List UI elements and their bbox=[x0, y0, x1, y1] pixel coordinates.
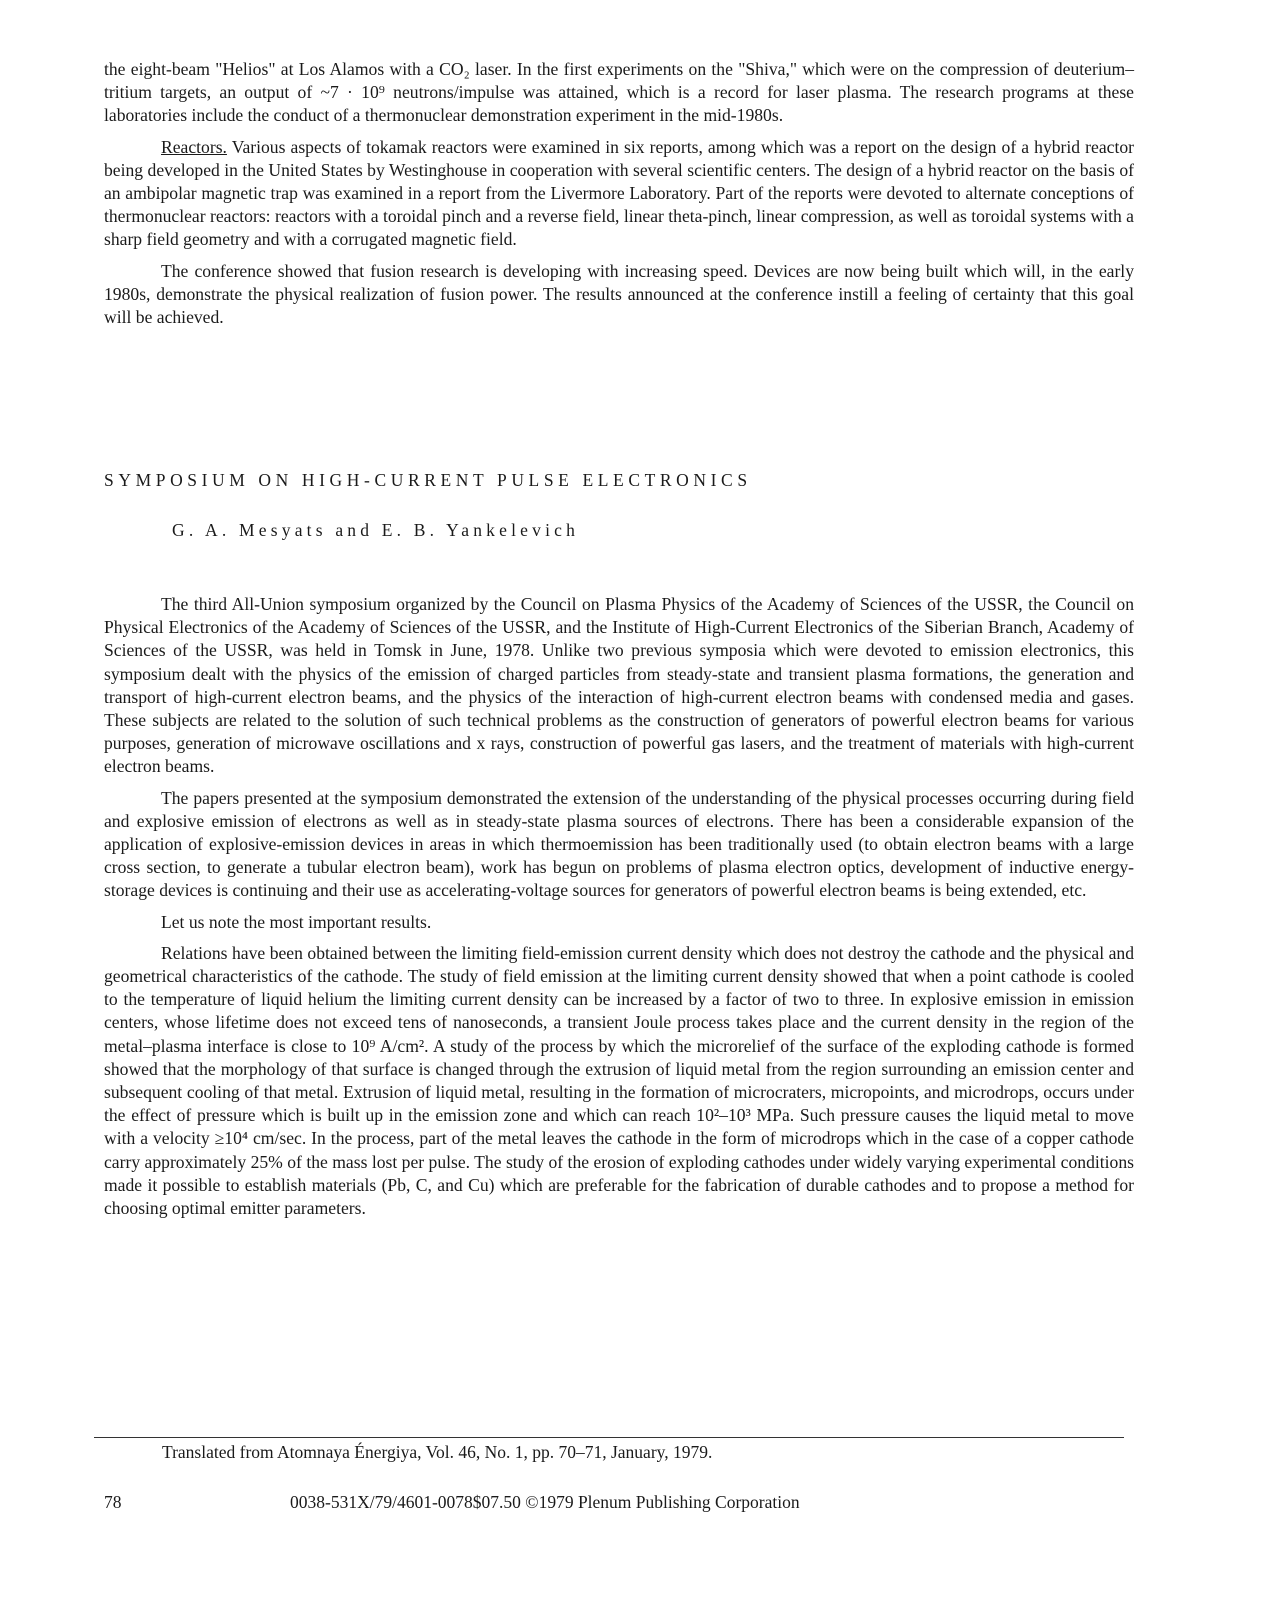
run-in-heading: Reactors. bbox=[161, 136, 227, 157]
body-paragraph: The conference showed that fusion research is developing with increasing speed. Devices are now being built which will, in the early 1980s, demonstrate the physical realization of fusion power. The results announced at the conference instill a feeling of certainty that this goal will be achieved. bbox=[104, 260, 1134, 328]
previous-article-continuation bbox=[104, 58, 1134, 329]
page-number: 78 bbox=[104, 1492, 122, 1512]
body-paragraph: The papers presented at the symposium demonstrated the extension of the understanding of the physical processes occurring during field and explosive emission of electrons as well as in steady-state plasma sources of electrons. There has been a considerable expansion of the application of explosive-emission devices in areas in which thermoemission has been traditionally used (to obtain electron beams with a large cross section, to generate a tubular electron beam), work has begun on problems of plasma electron optics, development of inductive energy-storage devices is continuing and their use as accelerating-voltage sources for generators of powerful electron beams is being extended, etc. bbox=[104, 787, 1134, 901]
paragraph-text: Various aspects of tokamak reactors were examined in six reports, among which was a report on the design of a hybrid reactor being developed in the United States by Westinghouse in cooperation with several scientific centers. The design of a hybrid reactor on the basis of an ambipolar magnetic trap was examined in a report from the Livermore Laboratory. Part of the reports were devoted to alternate conceptions of thermonuclear reactors: reactors with a toroidal pinch and a reverse field, linear theta-pinch, linear compression, as well as toroidal systems with a sharp field geometry and with a corrugated magnetic field. bbox=[104, 136, 1134, 250]
footnote-divider bbox=[94, 1437, 1124, 1438]
body-paragraph: the eight-beam "Helios" at Los Alamos with a CO₂ laser. In the first experiments on the "Shiva," which were on the compression of deuterium–tritium targets, an output of ~7 · 10⁹ neutrons/impulse was attained, which is a record for laser plasma. The research programs at these laboratories include the conduct of a thermonuclear demonstration experiment in the mid-1980s. bbox=[104, 59, 1134, 126]
article-body bbox=[104, 593, 1134, 1220]
article-authors: G. A. Mesyats and E. B. Yankelevich bbox=[172, 520, 580, 540]
body-paragraph: Let us note the most important results. bbox=[161, 911, 432, 932]
body-paragraph-reactors bbox=[104, 136, 1134, 252]
body-paragraph: Relations have been obtained between the limiting field-emission current density which does not destroy the cathode and the physical and geometrical characteristics of the cathode. The study of field emission at the limiting current density showed that when a point cathode is cooled to the temperature of liquid helium the limiting current density can be increased by a factor of two to three. In explosive emission in emission centers, whose lifetime does not exceed tens of nanoseconds, a transient Joule process takes place and the current density in the region of the metal–plasma interface is close to 10⁹ A/cm². A study of the process by which the microrelief of the surface of the exploding cathode is formed showed that the morphology of that surface is changed through the extrusion of liquid metal from the region surrounding an emission center and subsequent cooling of that metal. Extrusion of liquid metal, resulting in the formation of microcraters, micropoints, and microdrops, occurs under the effect of pressure which is built up in the emission zone and which can reach 10²–10³ MPa. Such pressure causes the liquid metal to move with a velocity ≥10⁴ cm/sec. In the process, part of the metal leaves the cathode in the form of microdrops which in the case of a copper cathode carry approximately 25% of the mass lost per pulse. The study of the erosion of exploding cathodes under widely varying experimental conditions made it possible to establish materials (Pb, C, and Cu) which are preferable for the fabrication of durable cathodes and to propose a method for choosing optimal emitter parameters. bbox=[104, 942, 1134, 1219]
translation-footnote: Translated from Atomnaya Énergiya, Vol. 46, No. 1, pp. 70–71, January, 1979. bbox=[162, 1442, 713, 1462]
copyright-line: 0038-531X/79/4601-0078$07.50 ©1979 Plenum Publishing Corporation bbox=[290, 1492, 800, 1512]
article-title: SYMPOSIUM ON HIGH-CURRENT PULSE ELECTRONICS bbox=[104, 470, 752, 490]
body-paragraph: The third All-Union symposium organized by the Council on Plasma Physics of the Academy of Sciences of the USSR, the Council on Physical Electronics of the Academy of Sciences of the USSR, and the Institute of High-Current Electronics of the Siberian Branch, Academy of Sciences of the USSR, was held in Tomsk in June, 1978. Unlike two previous symposia which were devoted to emission electronics, this symposium dealt with the physics of the emission of charged particles from steady-state and transient plasma formations, the generation and transport of high-current electron beams, and the physics of the interaction of high-current electron beams with condensed media and gases. These subjects are related to the solution of such technical problems as the construction of generators of powerful electron beams for various purposes, generation of microwave oscillations and x rays, construction of powerful gas lasers, and the treatment of materials with high-current electron beams. bbox=[104, 594, 1134, 777]
